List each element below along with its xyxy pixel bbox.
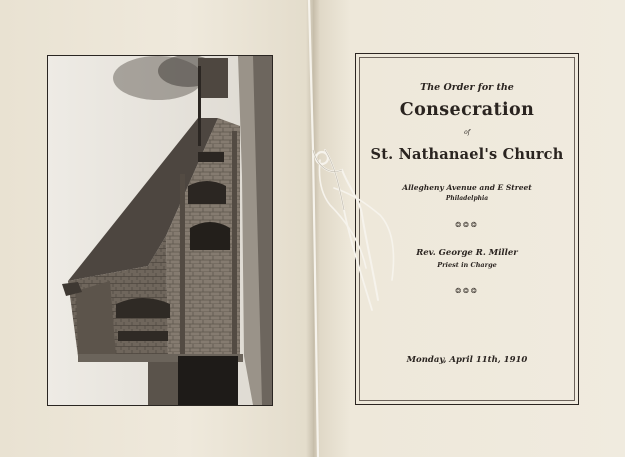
ornament-divider-2: ❂❂❂ (455, 287, 479, 295)
rector-name: Rev. George R. Miller (416, 248, 518, 258)
center-fold (306, 0, 320, 457)
church-address: Allegheny Avenue and E Street (402, 183, 532, 192)
consecration-heading: Consecration (399, 100, 535, 120)
church-photo-icon (48, 56, 272, 405)
rector-role: Priest in Charge (437, 261, 497, 269)
title-frame (355, 53, 579, 405)
service-date: Monday, April 11th, 1910 (406, 355, 528, 365)
of-line: of (464, 129, 470, 136)
ornament-divider: ❂❂❂ (455, 221, 479, 229)
church-city: Philadelphia (445, 195, 489, 202)
church-name: St. Nathanael's Church (370, 146, 564, 163)
order-line: The Order for the (420, 82, 514, 93)
church-photo (47, 55, 273, 406)
